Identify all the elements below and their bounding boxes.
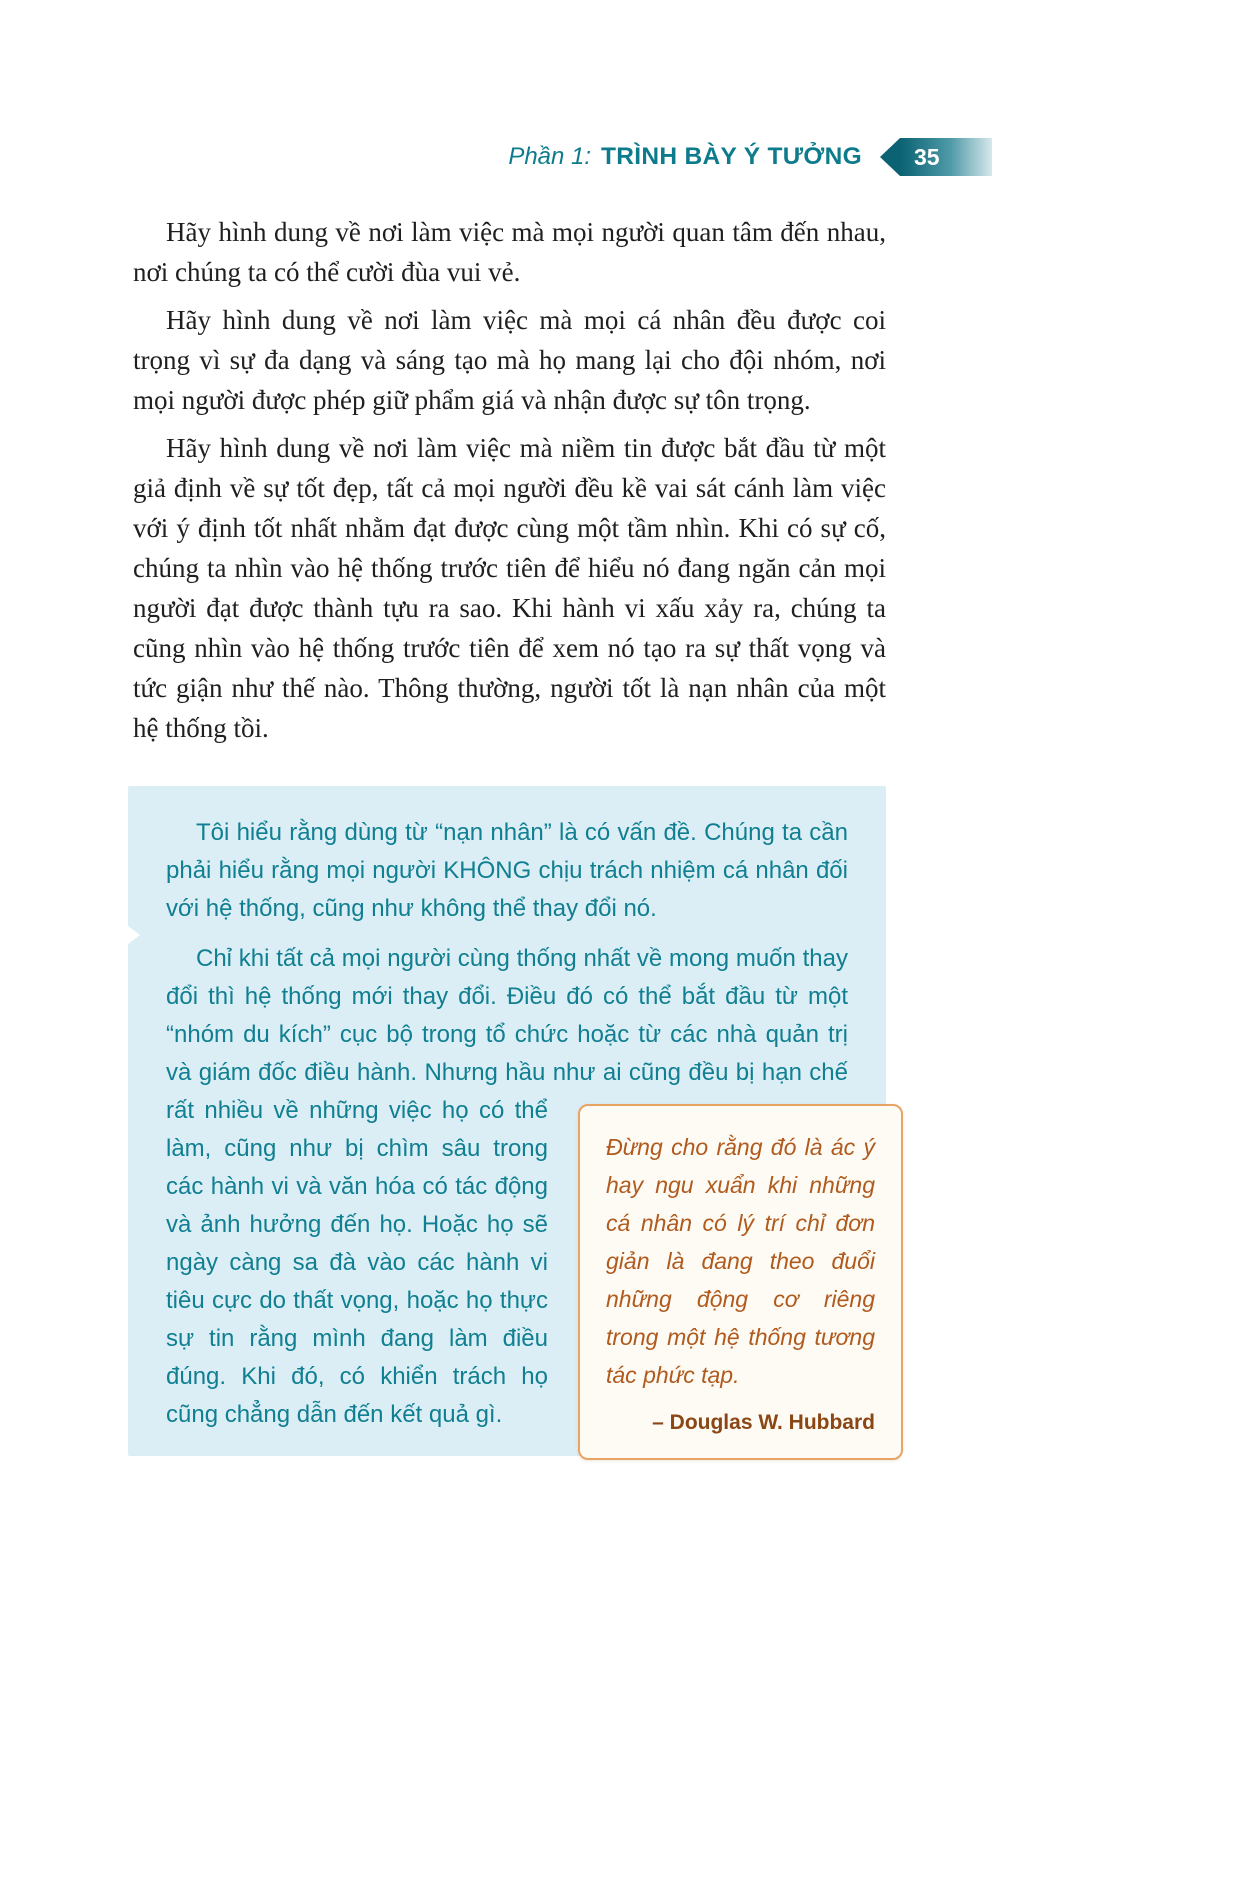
page-content: [133, 212, 886, 1460]
callout-paragraph-text: Chỉ khi tất cả mọi người cùng thống nhất về mong muốn thay đổi thì hệ thống mới thay đổi. Điều đó có thể bắt đầu từ một “nhóm du kích” cục bộ trong tổ chức hoặc từ các nhà quản trị và giám đốc điều hành. Nhưng hầu như ai cũng đều bị hạn chế rất nhiều về những việc họ có thể làm, cũng như bị chìm sâu trong các hành vi và văn hóa có tác động và ảnh hưởng đến họ. Hoặc họ sẽ ngày càng sa đà vào các hành vi tiêu cực do thất vọng, hoặc họ thực sự tin rằng mình đang làm điều đúng. Khi đó, có khiển trách họ cũng chẳng dẫn đến kết quả gì.: [166, 945, 848, 1428]
quote-text: Đừng cho rằng đó là ác ý hay ngu xuẩn khi những cá nhân có lý trí chỉ đơn giản là đang theo đuổi những động cơ riêng trong một hệ thống tương tác phức tạp.: [606, 1134, 875, 1388]
body-paragraph: Hãy hình dung về nơi làm việc mà mọi cá nhân đều được coi trọng vì sự đa dạng và sáng tạo mà họ mang lại cho đội nhóm, nơi mọi người được phép giữ phẩm giá và nhận được sự tôn trọng.: [133, 305, 886, 415]
part-label: Phần 1:: [508, 143, 592, 170]
left-arrow-icon: [880, 138, 900, 176]
quote-box: [578, 1104, 903, 1460]
callout-paragraph: [166, 940, 875, 1434]
callout-paragraph: Tôi hiểu rằng dùng từ “nạn nhân” là có vấn đề. Chúng ta cần phải hiểu rằng mọi người KHÔNG chịu trách nhiệm cá nhân đối với hệ thống, cũng như không thể thay đổi nó.: [166, 819, 848, 922]
callout-box: [128, 786, 886, 1456]
chapter-title: TRÌNH BÀY Ý TƯỞNG: [601, 143, 862, 170]
page-number-badge: [880, 138, 992, 176]
page-number: 35: [900, 138, 992, 176]
body-paragraph: Hãy hình dung về nơi làm việc mà mọi người quan tâm đến nhau, nơi chúng ta có thể cười đùa vui vẻ.: [133, 217, 886, 287]
quote-attribution: – Douglas W. Hubbard: [652, 1411, 875, 1434]
callout-notch: [128, 926, 140, 944]
body-paragraph: Hãy hình dung về nơi làm việc mà niềm tin được bắt đầu từ một giả định về sự tốt đẹp, tất cả mọi người đều kề vai sát cánh làm việc với ý định tốt nhất nhằm đạt được cùng một tầm nhìn. Khi có sự cố, chúng ta nhìn vào hệ thống trước tiên để hiểu nó đang ngăn cản mọi người đạt được thành tựu ra sao. Khi hành vi xấu xảy ra, chúng ta cũng nhìn vào hệ thống trước tiên để xem nó tạo ra sự thất vọng và tức giận như thế nào. Thông thường, người tốt là nạn nhân của một hệ thống tồi.: [133, 433, 886, 743]
page-header: [508, 138, 992, 176]
